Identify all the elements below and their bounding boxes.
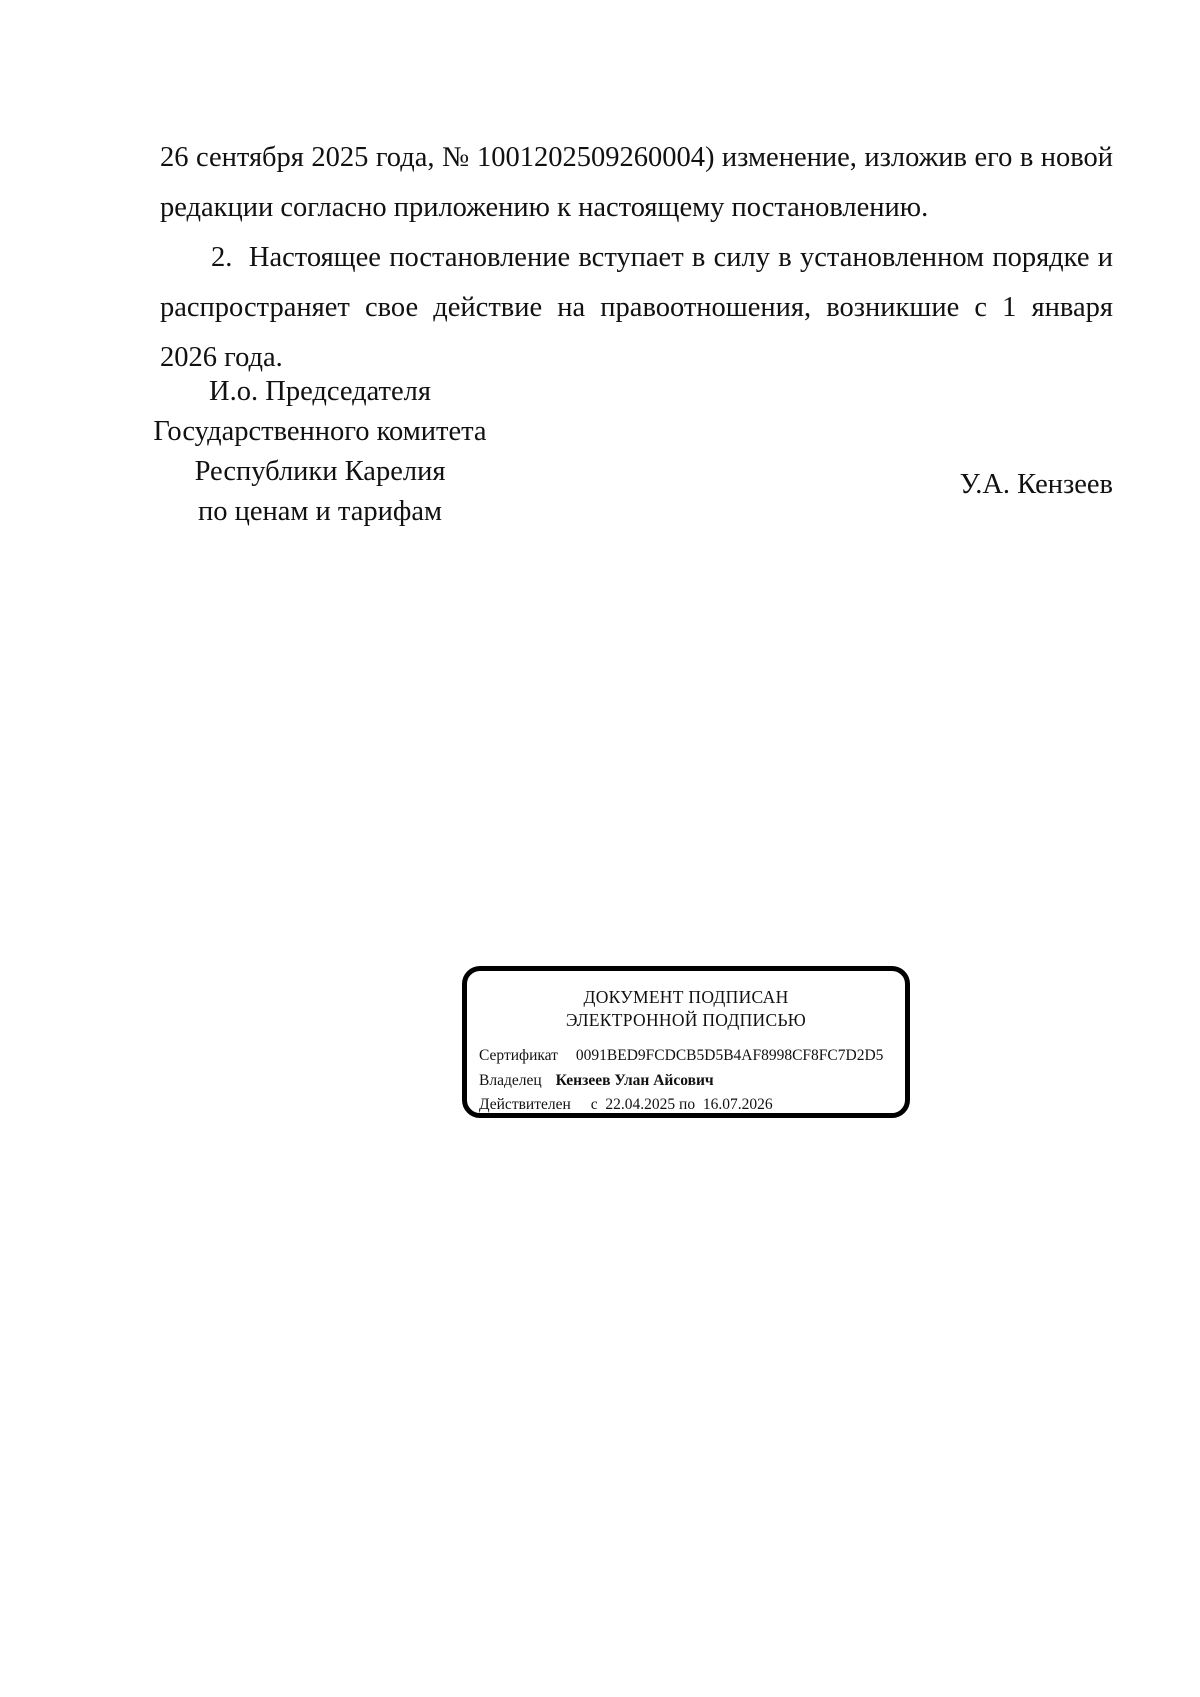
- stamp-owner-row: [479, 1069, 897, 1094]
- paragraph1-line1: 26 сентября 2025 года, № 1001202509260004) изменение, изложив его в новой: [160, 142, 1113, 173]
- certificate-value: 0091BED9FCDCB5D5B4AF8998CF8FC7D2D5: [575, 1047, 884, 1064]
- signer-position-line: Республики Карелия: [194, 456, 446, 487]
- signer-position-line: по ценам и тарифам: [197, 496, 443, 527]
- stamp-title-line1: ДОКУМЕНТ ПОДПИСАН: [583, 987, 789, 1007]
- validity-value: с 22.04.2025 по 16.07.2026: [590, 1096, 773, 1113]
- paragraph2-line2: распространяет свое действие на правоотношения, возникшие с 1 января: [160, 292, 1113, 323]
- signer-position-line: И.о. Председателя: [209, 376, 431, 407]
- signer-position-line: Государственного комитета: [153, 416, 487, 447]
- stamp-validity-row: [479, 1093, 897, 1118]
- signer-name: У.А. Кензеев: [959, 469, 1113, 500]
- owner-value: Кензеев Улан Айсович: [555, 1071, 714, 1089]
- stamp-title-line2: ЭЛЕКТРОННОЙ ПОДПИСЬЮ: [565, 1010, 807, 1030]
- paragraph2-line3: 2026 года.: [160, 342, 283, 373]
- paragraph1-line2: редакции согласно приложению к настоящему постановлению.: [160, 192, 929, 223]
- paragraph2-line1: 2. Настоящее постановление вступает в силу в установленном порядке и: [211, 242, 1113, 273]
- document-body: [160, 133, 1113, 383]
- signer-position-block: [150, 372, 490, 532]
- certificate-label: Сертификат: [479, 1047, 558, 1064]
- electronic-signature-stamp: [462, 966, 910, 1118]
- stamp-title: [467, 986, 905, 1032]
- owner-label: Владелец: [479, 1071, 542, 1089]
- stamp-details: [467, 1044, 905, 1118]
- stamp-certificate-row: [479, 1044, 897, 1069]
- validity-label: Действителен: [479, 1096, 571, 1113]
